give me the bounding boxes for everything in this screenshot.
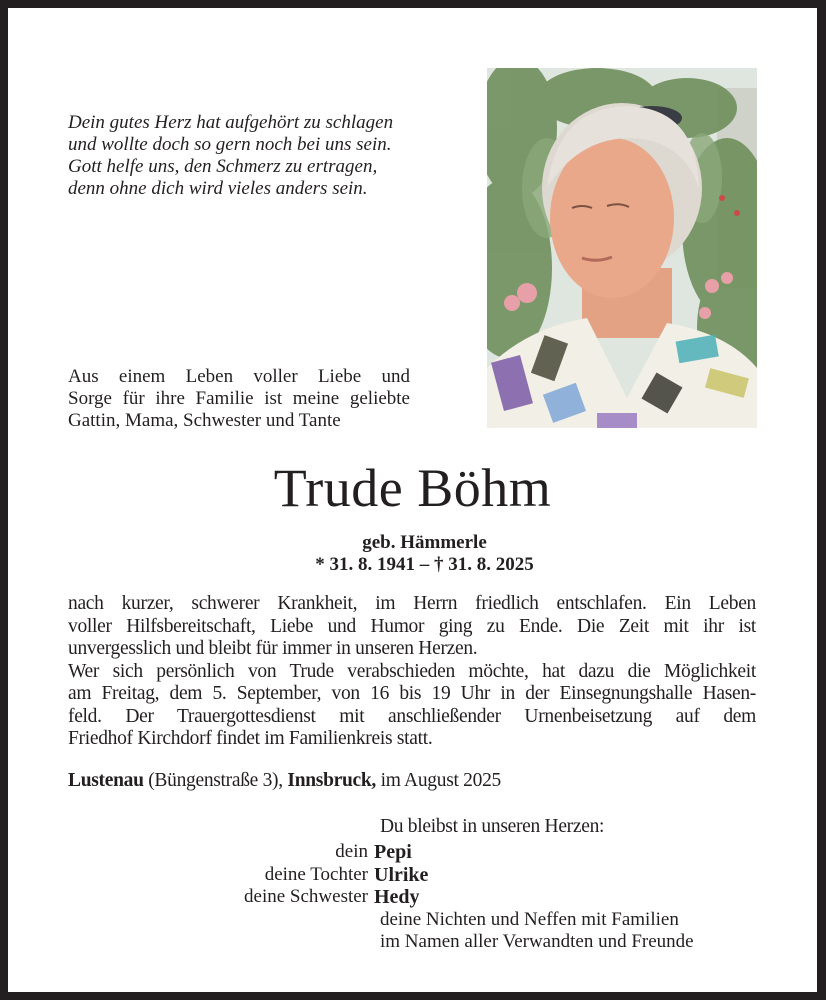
announcement-text: [68, 593, 756, 751]
mourner-row: [8, 909, 817, 932]
intro-line: Gattin, Mama, Schwester und Tante: [68, 410, 341, 431]
portrait-photo: [487, 68, 757, 428]
body-line: voller Hilfsbereitschaft, Liebe und Humor ging zu Ende. Die Zeit mit ihr ist: [68, 615, 756, 637]
maiden-name: geb. Hämmerle: [362, 532, 487, 553]
intro-text: [68, 366, 410, 432]
portrait-image: [487, 68, 757, 428]
mourner-row: [8, 864, 817, 887]
intro-line: Aus einem Leben voller Liebe und: [68, 366, 410, 387]
city-lustenau: Lustenau: [68, 770, 144, 791]
body-line: unvergesslich und bleibt für immer in unseren Herzen.: [68, 638, 478, 659]
life-dates: * 31. 8. 1941 – † 31. 8. 2025: [315, 554, 534, 575]
mourner-name: Hedy: [374, 886, 420, 908]
place-and-date: [68, 770, 501, 792]
mourner-row: [8, 886, 817, 909]
intro-line: Sorge für ihre Familie ist meine geliebte: [68, 388, 410, 409]
body-line: Friedhof Kirchdorf findet im Familienkreis statt.: [68, 728, 433, 749]
poem-line: Dein gutes Herz hat aufgehört zu schlagen: [68, 112, 394, 133]
body-line: am Freitag, dem 5. September, von 16 bis 19 Uhr in der Einsegnungshalle Hasen-: [68, 683, 756, 704]
mourners-list: [8, 841, 817, 954]
closing-line: Du bleibst in unseren Herzen:: [380, 816, 605, 837]
obituary-notice: [8, 8, 817, 992]
poem-line: Gott helfe uns, den Schmerz zu ertragen,: [68, 156, 378, 177]
mourner-row: [8, 931, 817, 954]
mourner-relation: deine Tochter: [264, 863, 368, 885]
body-line: Wer sich persönlich von Trude verabschieden möchte, hat dazu die Möglichkeit: [68, 660, 756, 682]
deceased-name: Trude Böhm: [273, 458, 552, 518]
mourner-extra: im Namen aller Verwandten und Freunde: [380, 931, 694, 952]
mourner-relation: dein: [335, 841, 368, 862]
mourner-name: Ulrike: [374, 863, 429, 886]
notice-date: im August 2025: [376, 770, 501, 791]
mourner-extra: deine Nichten und Neffen mit Familien: [380, 908, 679, 930]
body-line: nach kurzer, schwerer Krankheit, im Herrn friedlich entschlafen. Ein Leben: [68, 593, 756, 614]
city-innsbruck: Innsbruck,: [287, 770, 376, 791]
address: (Büngenstraße 3),: [143, 770, 288, 791]
mourner-row: [8, 841, 817, 864]
mourner-relation: deine Schwester: [244, 886, 368, 907]
mourner-name: Pepi: [374, 841, 412, 863]
memorial-poem: [68, 112, 468, 200]
poem-line: denn ohne dich wird vieles anders sein.: [68, 178, 368, 199]
poem-line: und wollte doch so gern noch bei uns sein.: [68, 134, 392, 155]
body-line: feld. Der Trauergottesdienst mit anschließender Urnenbeisetzung auf dem: [68, 705, 756, 727]
